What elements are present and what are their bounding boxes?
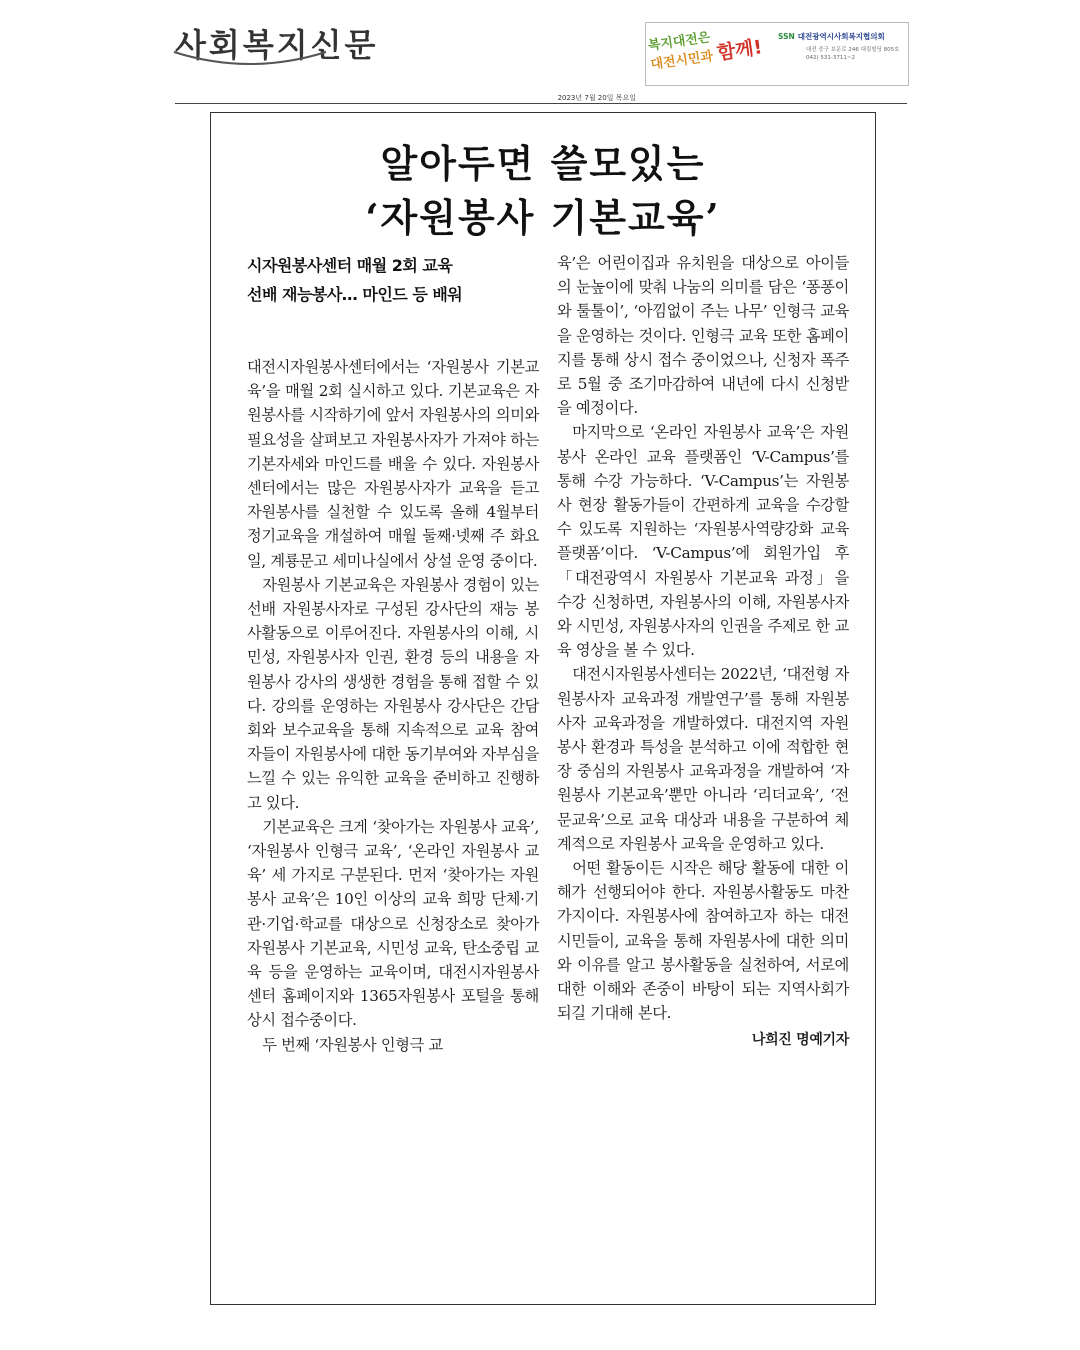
- masthead: [0, 0, 1080, 110]
- paragraph: 어떤 활동이든 시작은 해당 활동에 대한 이해가 선행되어야 한다. 자원봉사활동도 마찬가지이다. 자원봉사에 참여하고자 하는 대전시민들이, 교육을 통해 자원봉사에 대한 의미와 이유를 알고 봉사활동을 실천하여, 서로에 대한 이해와 존중이 바탕이 되는 지역사회가 되길 기대해 본다.: [557, 859, 849, 1023]
- paragraph: 대전시자원봉사센터에서는 ‘자원봉사 기본교육’을 매월 2회 실시하고 있다. 기본교육은 자원봉사를 시작하기에 앞서 자원봉사의 의미와 필요성을 살펴보고 자원봉사자가 가져야 하는 기본자세와 마인드를 배울 수 있다. 자원봉사센터에서는 많은 자원봉사자가 교육을 듣고 자원봉사를 실천할 수 있도록 올해 4월부터 정기교육을 개설하여 매월 둘째·넷째 주 화요일, 계룡문고 세미나실에서 상설 운영 중이다.: [247, 358, 539, 570]
- paragraph: 마지막으로 ‘온라인 자원봉사 교육’은 자원봉사 온라인 교육 플랫폼인 ‘V-Campus’를 통해 수강 가능하다. ‘V-Campus’는 자원봉사 현장 활동가들이 간편하게 교육을 수강할 수 있도록 지원하는 ‘자원봉사역량강화 교육 플랫폼’이다. ‘V-Campus’에 회원가입 후 「대전광역시 자원봉사 기본교육 과정」을 수강 신청하면, 자원봉사의 이해, 자원봉사자와 시민성, 자원봉사자의 인권을 주제로 한 교육 영상을 볼 수 있다.: [557, 423, 849, 660]
- advertisement-banner: [645, 22, 909, 86]
- ad-address: 대전 중구 보문로 246 대림빌딩 805호 042) 531-3711~2: [806, 47, 900, 61]
- ad-organization: SSN 대전광역시사회복지협의회: [778, 32, 885, 41]
- paragraph: 대전시자원봉사센터는 2022년, ‘대전형 자원봉사자 교육과정 개발연구’를 통해 자원봉사자 교육과정을 개발하였다. 대전지역 자원봉사 환경과 특성을 분석하고 이에 적합한 현장 중심의 자원봉사 교육과정을 개발하여 ‘자원봉사 기본교육’뿐만 아니라 ‘리더교육’, ‘전문교육’으로 교육 대상과 내용을 구분하여 체계적으로 자원봉사 교육을 운영하고 있다.: [557, 665, 849, 853]
- article-column-left: [247, 251, 539, 1057]
- paragraph: 기본교육은 크게 ‘찾아가는 자원봉사 교육’, ‘자원봉사 인형극 교육’, ‘온라인 자원봉사 교육’ 세 가지로 구분된다. 먼저 ‘찾아가는 자원봉사 교육’은 10인 이상의 교육 희망 단체·기관·기업·학교를 대상으로 신청장소로 찾아가 자원봉사 기본교육, 시민성 교육, 탄소중립 교육 등을 운영하는 교육이며, 대전시자원봉사센터 홈페이지와 1365자원봉사 포털을 통해 상시 접수중이다.: [247, 817, 539, 1030]
- byline: 나희진 명예기자: [751, 1031, 849, 1048]
- article-headline: 알아두면 쓸모있는 ‘자원봉사 기본교육’: [365, 141, 721, 240]
- paragraph: 두 번째 ‘자원봉사 인형극 교: [262, 1035, 443, 1054]
- article-column-right: [557, 251, 849, 1052]
- logo-swoosh-icon: [170, 46, 330, 70]
- article-subhead: 시자원봉사센터 매월 2회 교육 선배 재능봉사… 마인드 등 배워: [247, 256, 463, 304]
- paragraph: 자원봉사 기본교육은 자원봉사 경험이 있는 선배 자원봉사자로 구성된 강사단의 재능 봉사활동으로 이루어진다. 자원봉사의 이해, 시민성, 자원봉사자 인권, 환경 등의 내용을 자원봉사 강사의 생생한 경험을 통해 접할 수 있다. 강의를 운영하는 자원봉사 강사단은 간담회와 보수교육을 통해 지속적으로 교육 참여자들이 자원봉사에 대한 동기부여와 자부심을 느낄 수 있는 유익한 교육을 준비하고 진행하고 있다.: [247, 575, 539, 812]
- newspaper-logo: 사회복지신문: [175, 26, 379, 64]
- paragraph: 육’은 어린이집과 유치원을 대상으로 아이들의 눈높이에 맞춰 나눔의 의미를 담은 ‘퐁퐁이와 툴툴이’, ‘아낌없이 주는 나무’ 인형극 교육을 운영하는 것이다. 인형극 교육 또한 홈페이지를 통해 상시 접수 중이었으나, 신청자 폭주로 5월 중 조기마감하여 내년에 다시 신청받을 예정이다.: [557, 254, 849, 418]
- ad-slogan: 복지대전은 대전시민과 함께!: [647, 30, 764, 73]
- masthead-divider: [175, 103, 907, 104]
- article-box: [210, 112, 876, 1305]
- ssn-mark: SSN: [778, 32, 795, 41]
- issue-date: 2023년 7월 20일 목요일: [557, 94, 636, 102]
